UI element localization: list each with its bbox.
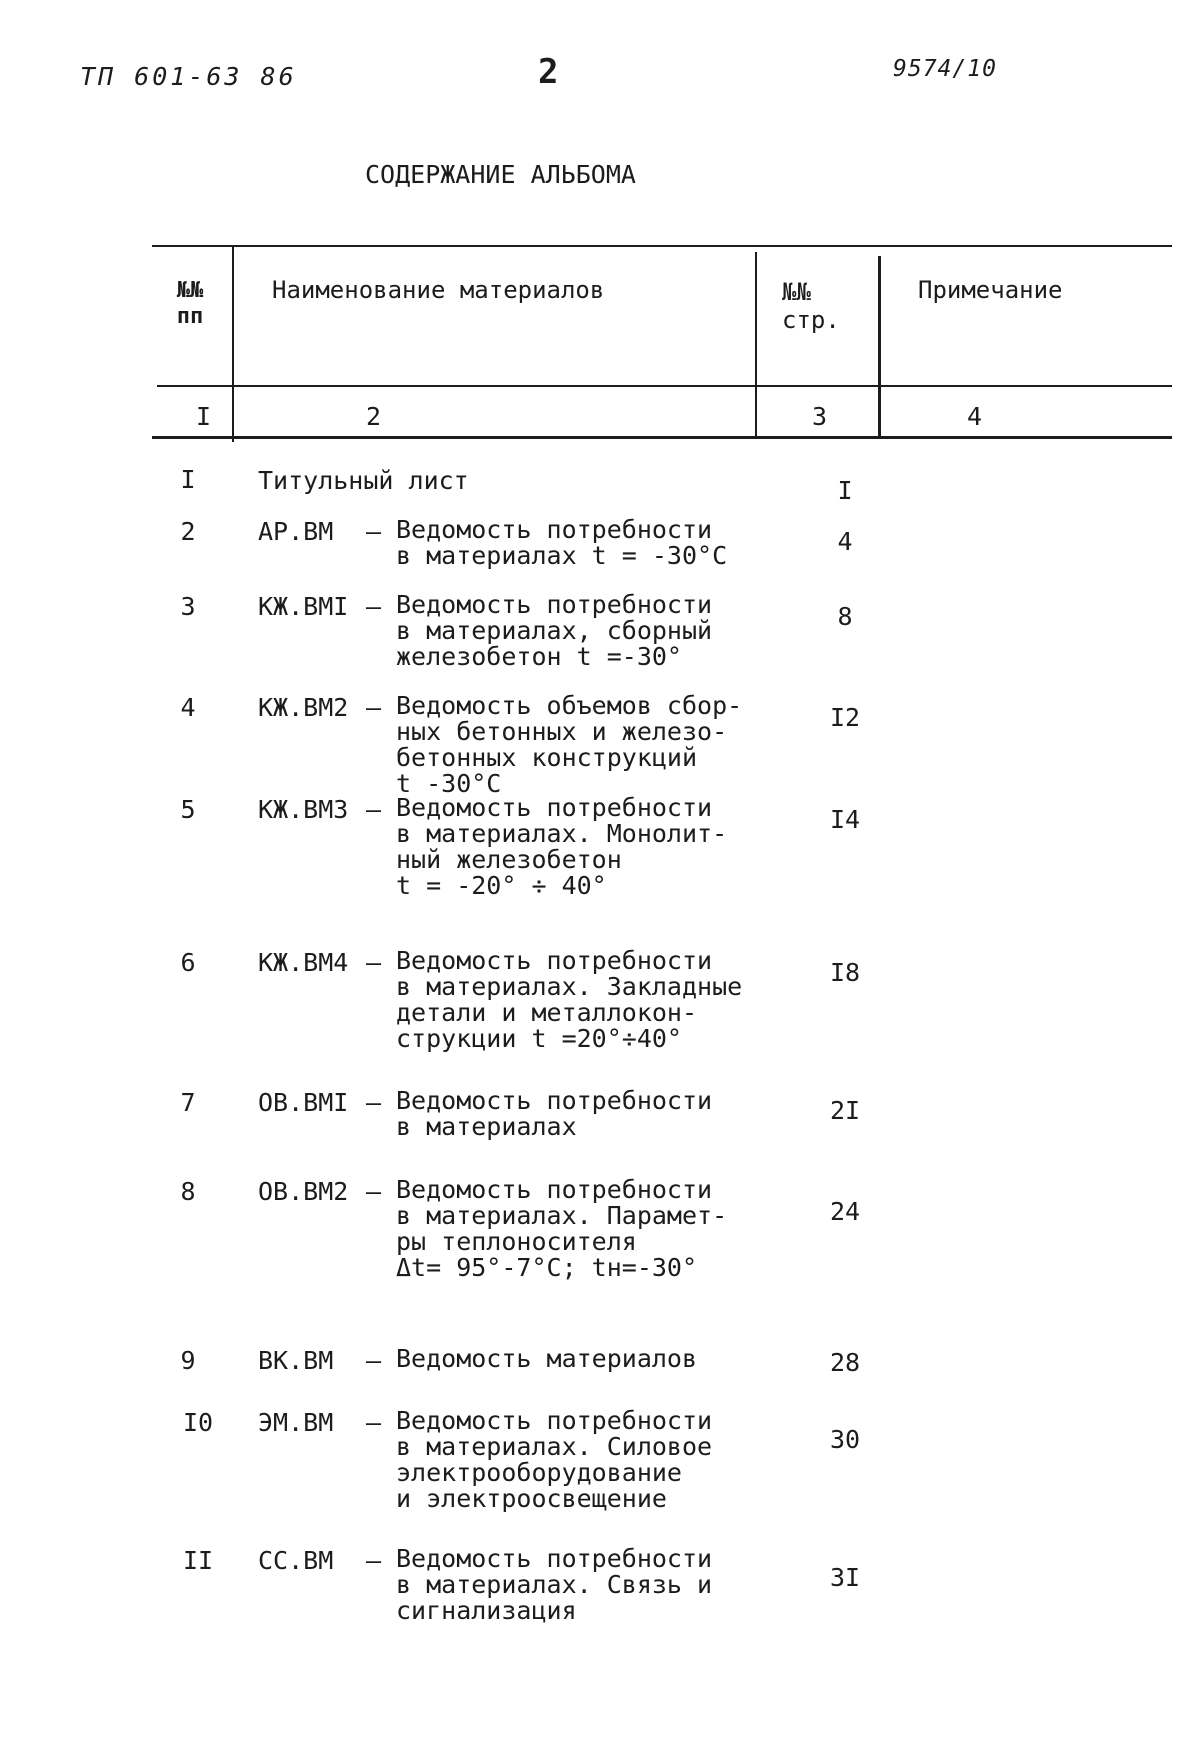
material-description: Ведомость потребности в материалах. Связь и сигнализация <box>396 1544 713 1625</box>
separator-dash: – <box>366 1177 382 1206</box>
page-title: СОДЕРЖАНИЕ АЛЬБОМА <box>365 160 636 189</box>
material-code: ОВ.ВМI <box>258 1088 349 1117</box>
row-number: 2 <box>180 517 196 546</box>
row-page-number: 2I <box>829 1096 861 1125</box>
separator-dash: – <box>366 948 382 977</box>
document-code: ТП 601-63 86 <box>80 62 297 91</box>
separator-dash: – <box>366 795 382 824</box>
row-page-number: 8 <box>837 602 853 631</box>
row-number: I0 <box>182 1408 214 1437</box>
row-number: 7 <box>180 1088 196 1117</box>
archive-number: 9574/10 <box>893 56 997 82</box>
material-description: Ведомость потребности в материалах. Закладные детали и металлокон- струкции t =20°÷40° <box>396 946 743 1053</box>
col-divider-2 <box>755 252 757 437</box>
row-page-number: 30 <box>829 1425 861 1454</box>
row-page-number: I <box>837 476 853 505</box>
table-top-line <box>152 245 1172 247</box>
column-number: 2 <box>366 402 382 431</box>
colnum-bottom-line <box>152 436 1172 439</box>
row-number: 3 <box>180 592 196 621</box>
material-description: Ведомость объемов сбор- ных бетонных и железо- бетонных конструкций t -30°C <box>396 691 743 798</box>
row-page-number: I2 <box>829 703 861 732</box>
row-number: 9 <box>180 1346 196 1375</box>
column-number: 4 <box>967 402 983 431</box>
row-page-number: 24 <box>829 1197 861 1226</box>
header-row-number: №№ пп <box>176 278 204 329</box>
row-page-number: 3I <box>829 1563 861 1592</box>
column-number: 3 <box>812 402 828 431</box>
material-description: Ведомость потребности в материалах <box>396 1086 713 1141</box>
row-page-number: I8 <box>829 958 861 987</box>
row-page-number: 28 <box>829 1348 861 1377</box>
row-number: II <box>182 1546 214 1575</box>
header-page-number: №№ стр. <box>782 278 840 334</box>
material-description: Ведомость потребности в материалах, сборный железобетон t =-30° <box>396 590 713 671</box>
material-code: СС.ВМ <box>258 1546 334 1575</box>
material-code: КЖ.ВМI <box>258 592 349 621</box>
separator-dash: – <box>366 517 382 546</box>
row-number: 4 <box>180 693 196 722</box>
material-description: Ведомость потребности в материалах. Парамет- ры теплоносителя Δt= 95°-7°C; tн=-30° <box>396 1175 728 1282</box>
material-code: ЭМ.ВМ <box>258 1408 334 1437</box>
material-description: Ведомость потребности в материалах t = -30°C <box>396 515 728 570</box>
row-number: I <box>180 465 196 494</box>
material-code: Титульный лист <box>258 466 469 495</box>
col-divider-3 <box>878 256 881 437</box>
row-number: 6 <box>180 948 196 977</box>
header-note: Примечание <box>918 276 1063 304</box>
material-code: КЖ.ВМ2 <box>258 693 349 722</box>
material-code: КЖ.ВМ4 <box>258 948 349 977</box>
separator-dash: – <box>366 693 382 722</box>
page-number: 2 <box>538 52 559 92</box>
material-code: ОВ.ВМ2 <box>258 1177 349 1206</box>
material-description: Ведомость потребности в материалах. Монолит- ный железобетон t = -20° ÷ 40° <box>396 793 728 900</box>
column-number: I <box>196 402 212 431</box>
material-code: АР.ВМ <box>258 517 334 546</box>
material-description: Ведомость материалов <box>396 1344 698 1373</box>
row-page-number: 4 <box>837 527 853 556</box>
header-bottom-line <box>157 385 1172 387</box>
col-divider-1 <box>232 245 234 442</box>
material-code: КЖ.ВМ3 <box>258 795 349 824</box>
row-number: 5 <box>180 795 196 824</box>
material-description: Ведомость потребности в материалах. Силовое электрооборудование и электроосвещение <box>396 1406 713 1513</box>
separator-dash: – <box>366 1346 382 1375</box>
material-code: ВК.ВМ <box>258 1346 334 1375</box>
separator-dash: – <box>366 592 382 621</box>
row-number: 8 <box>180 1177 196 1206</box>
header-material-name: Наименование материалов <box>272 276 605 304</box>
separator-dash: – <box>366 1408 382 1437</box>
separator-dash: – <box>366 1088 382 1117</box>
row-page-number: I4 <box>829 805 861 834</box>
separator-dash: – <box>366 1546 382 1575</box>
